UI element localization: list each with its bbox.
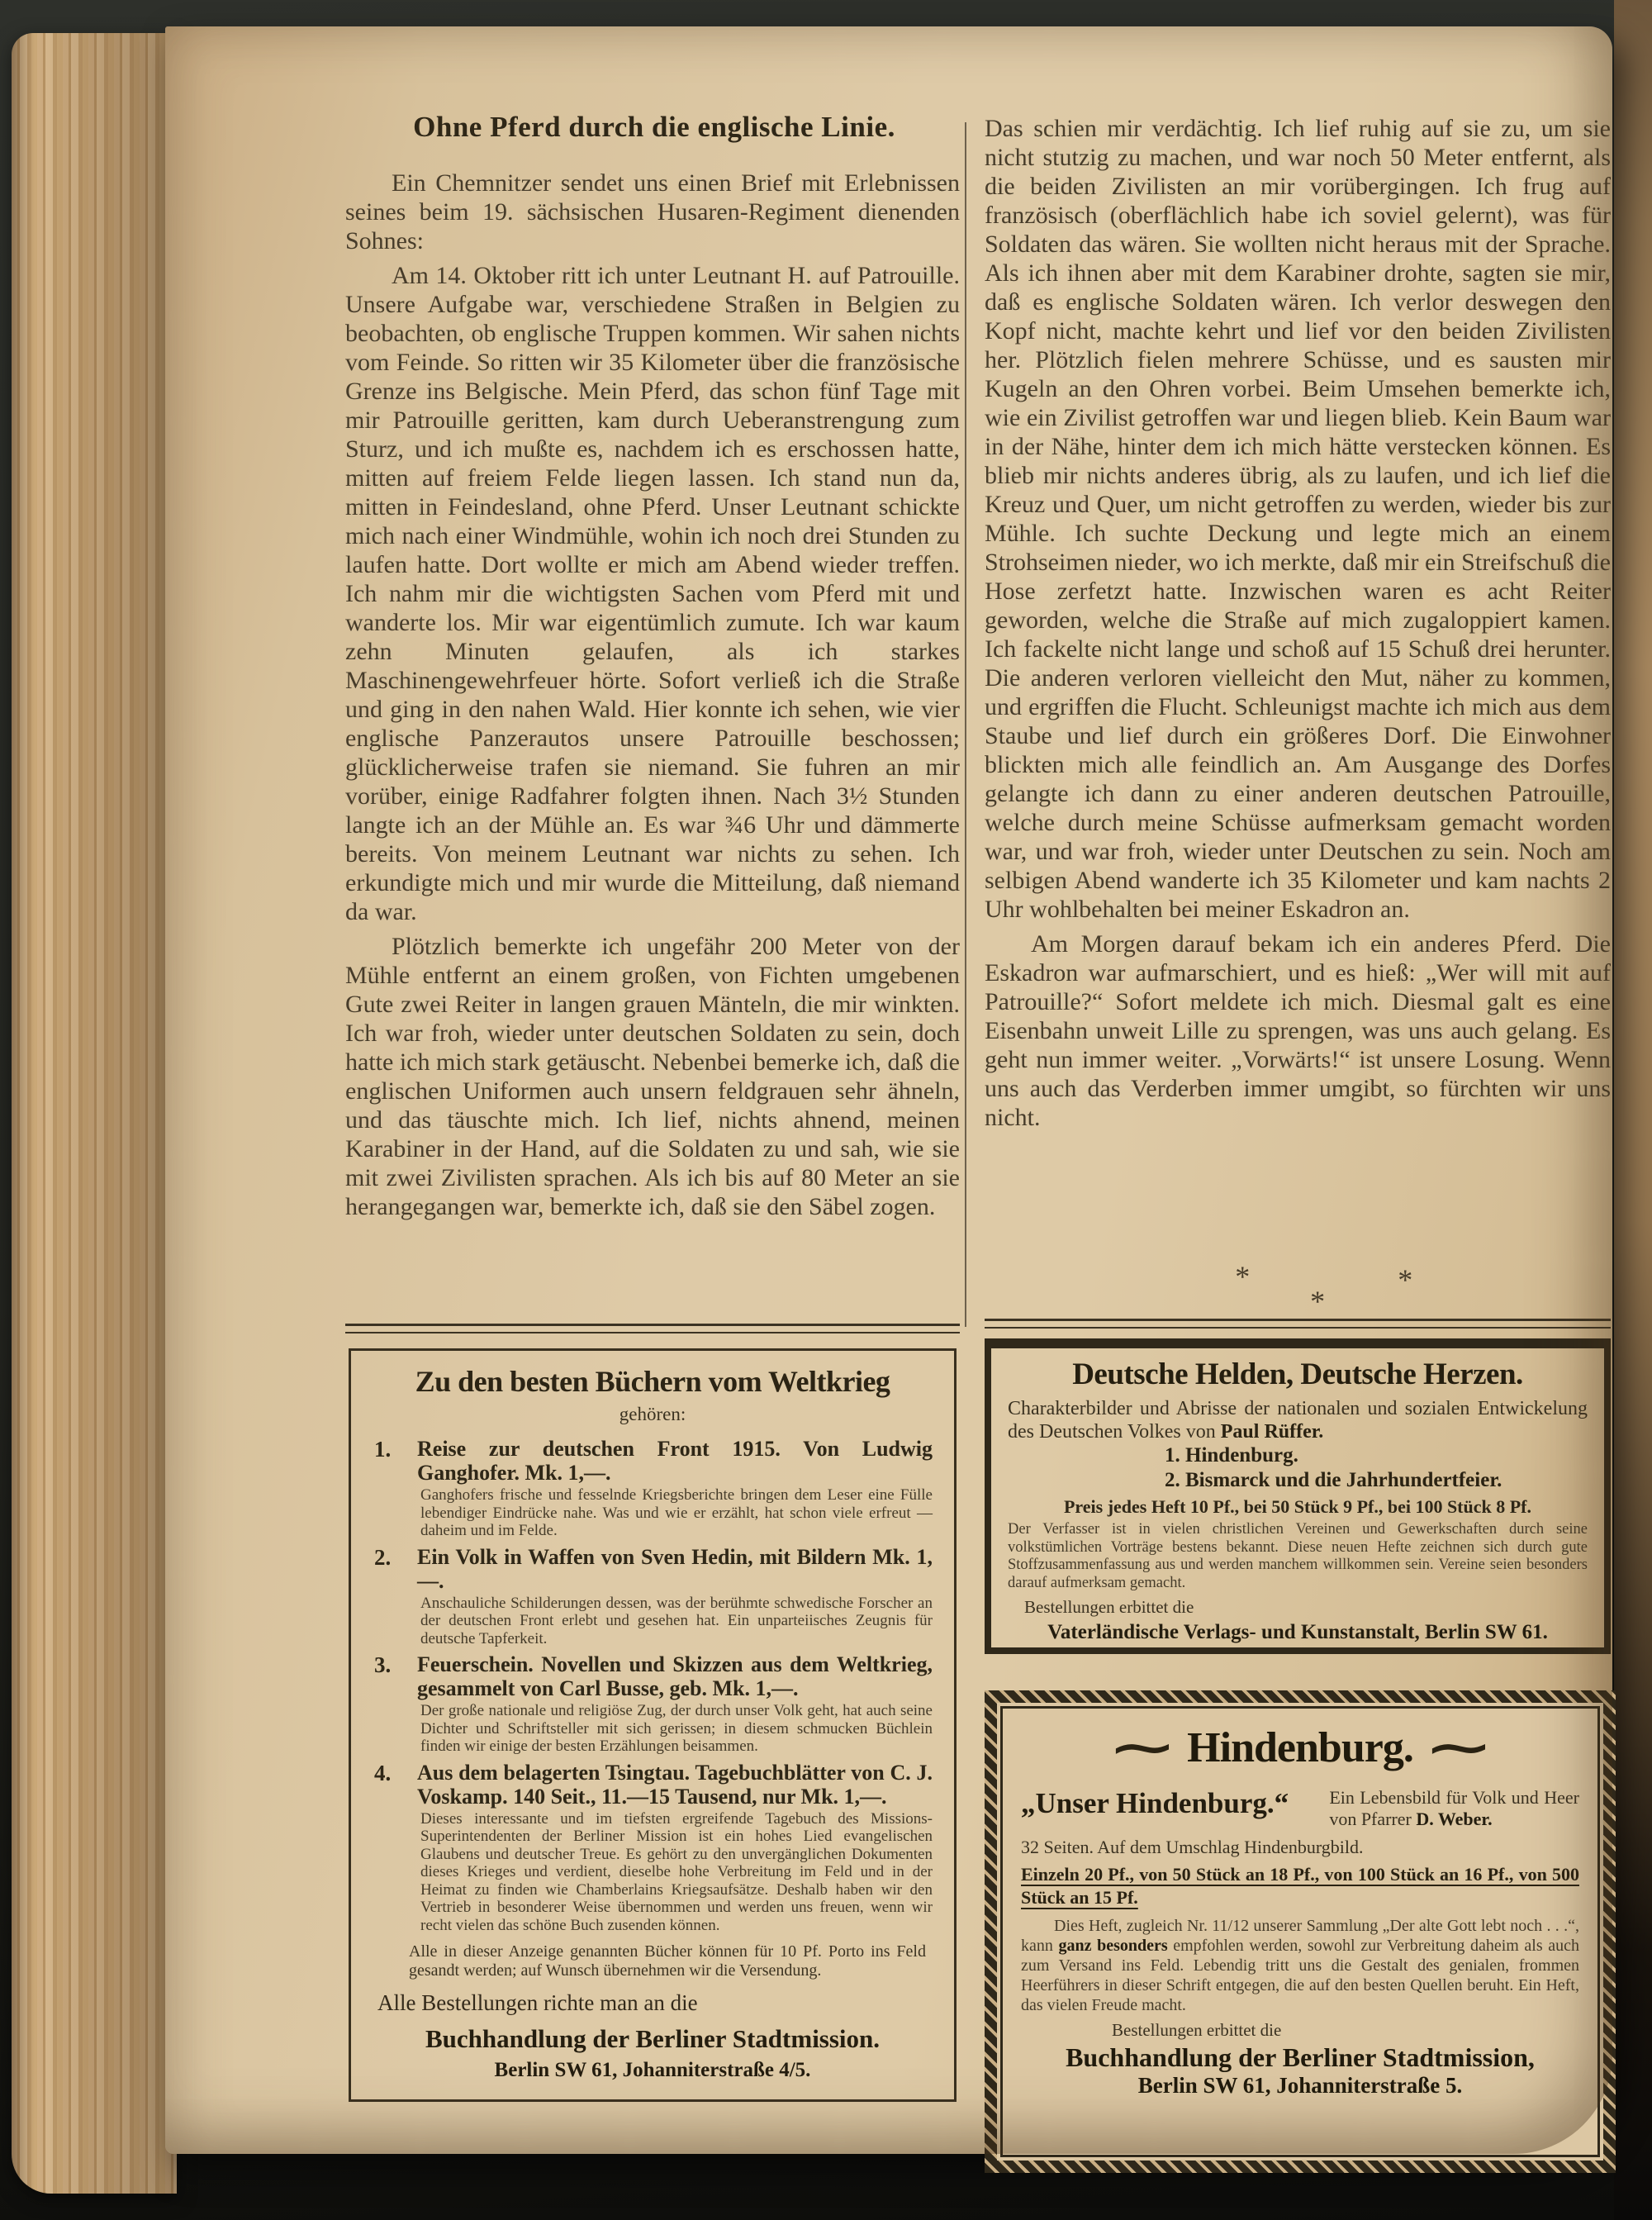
price-line: Preis jedes Heft 10 Pf., bei 50 Stück 9 Pf., bei 100 Stück 8 Pf.: [1063, 1496, 1532, 1517]
swash-ornament-left: ∼: [1106, 1718, 1178, 1777]
bookstore-name: Buchhandlung der Berliner Stadtmission.: [425, 2024, 881, 2053]
item-number: 4.: [374, 1760, 392, 1785]
advert-subtitle: [1008, 1397, 1588, 1443]
paragraph: Ein Chemnitzer sendet uns einen Brief mit Erlebnissen seines beim 19. sächsischen Husaren-Regiment dienenden Sohnes:: [345, 169, 960, 254]
booklet-description: [1329, 1787, 1579, 1830]
body-text: Dies Heft, zugleich Nr. 11/12 unserer Sammlung „Der alte Gott lebt noch . . .“, kann: [1021, 1917, 1579, 1955]
bookstore-name: Buchhandlung der Berliner Stadtmission,: [1066, 2042, 1535, 2072]
price-line: Einzeln 20 Pf., von 50 Stück an 18 Pf., von 100 Stück an 16 Pf., von 500 Stück an 15 Pf.: [1021, 1864, 1579, 1908]
book-description: Anschauliche Schilderungen dessen, was der berühmte schwedische Forscher an der deutschen Front erlebt und gesehen hat. Ein unparteiisches Zeugnis für deutsche Tapferkeit.: [420, 1594, 933, 1647]
asterisk: *: [1398, 1263, 1413, 1296]
book-title: Feuerschein. Novellen und Skizzen aus dem Weltkrieg, gesammelt von Carl Busse, geb. Mk. 1,—.: [417, 1652, 933, 1700]
advert-subtitle: gehören:: [619, 1404, 686, 1424]
order-line: Bestellungen erbittet die: [1112, 2020, 1282, 2040]
book-description: Ganghofers frische und fesselnde Kriegsberichte bringen dem Leser eine Fülle lebendiger Eindrücke nahe. Was und wie er erzählt, hat schon viele erfreut — daheim und im Felde.: [420, 1486, 933, 1539]
advert-war-books: [349, 1348, 957, 2102]
advert-title: Deutsche Helden, Deutsche Herzen.: [1072, 1357, 1523, 1391]
asterisk: *: [1310, 1285, 1326, 1318]
item-number: 3.: [374, 1652, 392, 1677]
book-title: Reise zur deutschen Front 1915. Von Ludwig Ganghofer. Mk. 1,—.: [417, 1437, 933, 1485]
body-emphasis: ganz besonders: [1058, 1937, 1168, 1955]
advert-hindenburg-inner: [1000, 1706, 1600, 2157]
advert-title-row: [1021, 1718, 1579, 1777]
page-stack-fore-edges: [12, 33, 177, 2194]
book-list-item: [373, 1652, 933, 1756]
paragraph: Am Morgen darauf bekam ich ein anderes Pferd. Die Eskadron war aufmarschiert, und es hieß: „Wer will mit auf Patrouille?“ Sofort meldete ich mich. Diesmal galt es eine Eisenbahn unweit Lille zu sprengen, was uns auch gelang. Es geht nun immer weiter. „Vorwärts!“ ist unsere Losung. Wenn uns auch das Verderben immer umgibt, so fürchten wir uns nicht.: [985, 930, 1611, 1131]
article-title: Ohne Pferd durch die englische Linie.: [413, 111, 895, 143]
author-name: D. Weber.: [1416, 1809, 1493, 1829]
advert-title: Zu den besten Büchern vom Weltkrieg: [415, 1365, 890, 1398]
book-description: Dieses interessante und im tiefsten ergreifende Tagebuch des Missions-Superintendenten der Berliner Mission ist ein hohes Lied evangelischen Glaubens und deutscher Treue. Es gehört zu den unvergänglichen Dokumenten dieses Krieges und verdient, dieselbe hohe Verbreitung im Feld und in der Heimat zu finden wie Chamberlains Kriegsaufsätze. Deshalb haben wir den Vertrieb in besonderer Weise übernommen und werden uns freuen, wenn wir recht vielen das schöne Buch zusenden können.: [420, 1809, 933, 1934]
order-line: Bestellungen erbittet die: [1024, 1597, 1194, 1617]
advert-deutsche-helden: [985, 1338, 1611, 1654]
bookstore-address: Berlin SW 61, Johanniterstraße 5.: [1137, 2073, 1463, 2098]
advert-hindenburg: [985, 1690, 1616, 2173]
column-end-rule-left: [345, 1324, 960, 1333]
book-title: Aus dem belagerten Tsingtau. Tagebuchblätter von C. J. Voskamp. 140 Seit., 11.—15 Tausend, nur Mk. 1,—.: [417, 1760, 933, 1809]
book-list-item: [373, 1545, 933, 1648]
paragraph: Am 14. Oktober ritt ich unter Leutnant H. auf Patrouille. Unsere Aufgabe war, verschiedene Straßen in Belgien zu beobachten, ob englische Truppen kommen. Wir sahen nichts vom Feinde. So ritten wir 35 Kilometer über die französische Grenze ins Belgische. Mein Pferd, das schon fünf Tage mit mir Patrouille geritten, kam durch Ueberanstrengung zum Sturz, und ich mußte es, nachdem ich es erschossen hatte, mitten auf freiem Felde liegen lassen. Ich stand nun da, mitten in Feindesland, ohne Pferd. Unser Leutnant schickte mich nach einer Windmühle, wohin ich noch drei Stunden zu laufen hatte. Dort wollte er mich am Abend wieder treffen. Ich nahm mir die wichtigsten Sachen vom Pferd mit und wanderte los. Mir war eigentümlich zumute. Ich war kaum zehn Minuten gelaufen, als ich starkes Maschinengewehrfeuer hörte. Sofort verließ ich die Straße und ging in den nahen Wald. Hier konnte ich sehen, wie vier englische Panzerautos unsere Patrouille beschossen; glücklicherweise trafen sie niemand. Sie fuhren an mir vorüber, einige Radfahrer folgten ihnen. Nach 3½ Stunden langte ich an der Mühle an. Es war ¾6 Uhr und dämmerte bereits. Von meinem Leutnant war nichts zu sehen. Ich erkundigte mich und mir wurde die Mitteilung, daß niemand da war.: [345, 262, 960, 925]
column-divider: [965, 122, 966, 1327]
swash-ornament-right: ∼: [1422, 1718, 1494, 1777]
book-list-item: [373, 1761, 933, 1935]
asterisk-separator: [985, 1259, 1611, 1324]
booklet-item: 2. Bismarck und die Jahrhundertfeier.: [1165, 1469, 1502, 1491]
booklet-headline-row: [1021, 1787, 1579, 1830]
item-number: 1.: [374, 1437, 392, 1462]
paragraph: Plötzlich bemerkte ich ungefähr 200 Meter von der Mühle entfernt an einem großen, von Fichten umgebenen Gute zwei Reiter in langen grauen Mänteln, die mir winkten. Ich war froh, wieder unter deutschen Soldaten zu sein, doch hatte ich mich stark getäuscht. Nebenbei bemerke ich, daß die englischen Uniformen auch unsern feldgrauen sehr ähneln, und das täuschte mich. Ich lief, nichts ahnend, meinen Karabiner in der Hand, auf die Soldaten zu und sah, wie sie mit zwei Zivilisten sprachen. Als ich bis auf 80 Meter an sie herangegangen war, bemerkte ich, daß sie den Säbel zogen.: [345, 933, 960, 1220]
asterisk: *: [1235, 1260, 1251, 1293]
article-column-right: [985, 114, 1611, 1138]
postage-note: Alle in dieser Anzeige genannten Bücher können für 10 Pf. Porto ins Feld gesandt werden; auf Wunsch übernehmen wir die Versendung.: [409, 1942, 926, 1980]
author-name: Paul Rüffer.: [1220, 1421, 1324, 1443]
book-description: Der große nationale und religiöse Zug, der durch unser Volk geht, hat auch seine Dichter und Schriftsteller mit sich gerissen; in diesem schmucken Büchlein finden wir einige der besten Erzählungen beisammen.: [420, 1702, 933, 1755]
bookstore-address: Berlin SW 61, Johanniterstraße 4/5.: [494, 2059, 811, 2081]
book-title: Ein Volk in Waffen von Sven Hedin, mit Bildern Mk. 1,—.: [417, 1544, 933, 1593]
advert-body: [1021, 1916, 1579, 2015]
pages-line: 32 Seiten. Auf dem Umschlag Hindenburgbild.: [1021, 1837, 1364, 1857]
body-text: empfohlen werden, sowohl zur Verbreitung daheim als auch zum Versand ins Feld. Lebendig tritt uns die Gestalt des genialen, frommen Heerführers in dieser Schrift entgegen, die auf den besten Quellen beruht. Ein Heft, das vielen Freude macht.: [1021, 1937, 1579, 2014]
publisher-name: Vaterländische Verlags- und Kunstanstalt, Berlin SW 61.: [1047, 1621, 1548, 1643]
publisher-note: Der Verfasser ist in vielen christlichen Vereinen und Gewerkschaften durch seine volkstümlichen Vorträge bestens bekannt. Diese neuen Hefte zeichnen sich durch gute Stoffzusammenfassung aus und werden manchem willkommen sein. Vereine seien besonders darauf aufmerksam gemacht.: [1008, 1521, 1588, 1591]
order-line: Alle Bestellungen richte man an die: [377, 1990, 698, 2015]
advert-title: Hindenburg.: [1187, 1724, 1413, 1771]
book-list-item: [373, 1437, 933, 1540]
item-number: 2.: [374, 1544, 392, 1570]
description-text: Ein Lebensbild für Volk und Heer von Pfarrer: [1329, 1787, 1579, 1829]
page: [165, 26, 1612, 2154]
booklet-quote-title: „Unser Hindenburg.“: [1021, 1787, 1289, 1819]
subtitle-text: Charakterbilder und Abrisse der nationalen und sozialen Entwickelung des Deutschen Volkes von: [1008, 1398, 1588, 1443]
book-cover-edge: [1614, 0, 1652, 2220]
booklet-item: 1. Hindenburg.: [1165, 1444, 1298, 1467]
paragraph: Das schien mir verdächtig. Ich lief ruhig auf sie zu, um sie nicht stutzig zu machen, und war noch 50 Meter entfernt, als die beiden Zivilisten an mir vorübergingen. Ich frug auf französisch (oberflächlich habe ich soviel gelernt), was für Soldaten das wären. Sie wollten nicht heraus mit der Sprache. Als ich ihnen aber mit dem Karabiner drohte, sagten sie mir, daß es englische Soldaten wären. Ich verlor deswegen den Kopf nicht, machte kehrt und lief vor den beiden Zivilisten her. Plötzlich fielen mehrere Schüsse, und es sausten mir Kugeln an den Ohren vorbei. Beim Umsehen bemerkte ich, wie ein Zivilist getroffen war und liegen blieb. Kein Baum war in der Nähe, hinter dem ich mich hätte verstecken können. Es blieb mir nichts anderes übrig, als zu laufen, und ich lief die Kreuz und Quer, um nicht getroffen zu werden, wieder bis zur Mühle. Ich suchte Deckung und legte mich an einem Strohseimen nieder, wo ich merkte, daß mir ein Streifschuß die Hose zerfetzt hatte. Inzwischen waren es acht Reiter geworden, welche die Straße auf mich zugaloppiert kamen. Ich fackelte nicht lange und schoß auf 15 Schuß drei herunter. Die anderen verloren vielleicht den Mut, näher zu kommen, und ergriffen die Flucht. Schleunigst machte ich mich aus dem Staube und lief durch ein größeres Dorf. Die Einwohner blickten mich alle feindlich an. Am Ausgange des Dorfes gelangte ich dann zu einer anderen deutschen Patrouille, welche durch meine Schüsse aufmerksam gemacht worden war, und war froh, wieder unter Deutschen zu sein. Noch am selbigen Abend wanderte ich 35 Kilometer und kam nachts 2 Uhr wohlbehalten bei meiner Eskadron an.: [985, 115, 1611, 923]
article-column-left: [345, 169, 960, 1227]
